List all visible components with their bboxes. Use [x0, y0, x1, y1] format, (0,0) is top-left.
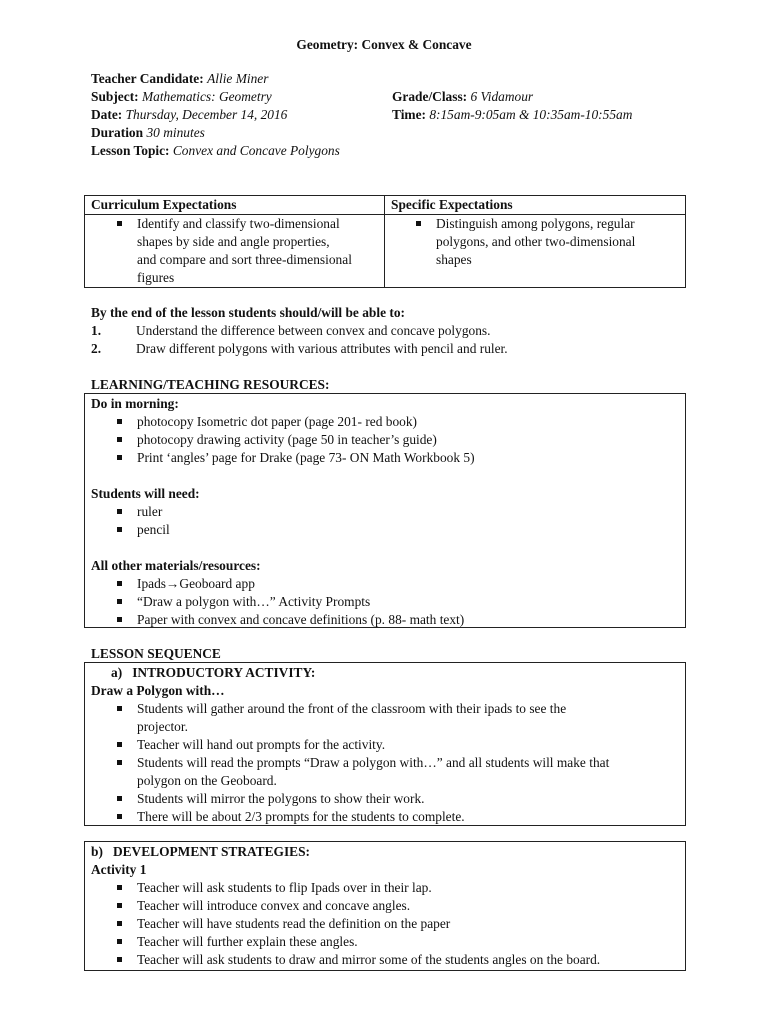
grade-value: 6 Vidamour	[470, 89, 534, 104]
list-item: “Draw a polygon with…” Activity Prompts	[137, 594, 371, 609]
teacher-label: Teacher Candidate:	[91, 71, 204, 86]
list-item: ruler	[137, 504, 163, 519]
list-item: Teacher will ask students to draw and mirror some of the students angles on the board.	[137, 952, 601, 967]
list-item: Teacher will introduce convex and concave angles.	[137, 898, 411, 913]
list-item: Students will gather around the front of the classroom with their ipads to see the projector.	[137, 701, 567, 734]
introductory-activity-box	[84, 662, 686, 826]
list-item: photocopy Isometric dot paper (page 201- red book)	[137, 414, 418, 429]
list-item: Teacher will further explain these angles.	[137, 934, 358, 949]
resources-heading: LEARNING/TEACHING RESOURCES:	[91, 377, 330, 392]
time-label: Time:	[392, 107, 426, 122]
objectives-heading: By the end of the lesson students should/will be able to:	[91, 305, 405, 320]
curriculum-expectations-header: Curriculum Expectations	[91, 197, 237, 212]
list-item: Teacher will have students read the definition on the paper	[137, 916, 451, 931]
list-item: photocopy drawing activity (page 50 in teacher’s guide)	[137, 432, 437, 447]
topic-label: Lesson Topic:	[91, 143, 170, 158]
list-item: pencil	[137, 522, 170, 537]
teacher-value: Allie Miner	[207, 71, 269, 86]
grade-line	[392, 88, 533, 106]
other-materials-label: All other materials/resources:	[91, 558, 261, 573]
list-item: Paper with convex and concave definitions (p. 88- math text)	[137, 612, 465, 627]
list-item: There will be about 2/3 prompts for the students to complete.	[137, 809, 465, 824]
objective-number: 1.	[91, 323, 102, 338]
document-title: Geometry: Convex & Concave	[296, 37, 472, 52]
time-line	[392, 106, 632, 124]
list-item: Teacher will hand out prompts for the activity.	[137, 737, 386, 752]
list-item: Students will read the prompts “Draw a polygon with…” and all students will make that polygon on the Geoboard.	[137, 755, 610, 788]
list-item: Students will mirror the polygons to show their work.	[137, 791, 425, 806]
date-line	[91, 106, 287, 124]
resources-box	[84, 393, 686, 628]
activity-1-subheading: Activity 1	[91, 862, 147, 877]
lesson-sequence-heading: LESSON SEQUENCE	[91, 646, 221, 661]
development-strategies-heading: b) DEVELOPMENT STRATEGIES:	[91, 844, 311, 859]
introductory-activity-heading: a) INTRODUCTORY ACTIVITY:	[111, 665, 316, 680]
date-value: Thursday, December 14, 2016	[125, 107, 288, 122]
list-item: Teacher will ask students to flip Ipads over in their lap.	[137, 880, 432, 895]
students-need-label: Students will need:	[91, 486, 200, 501]
specific-expectations-header: Specific Expectations	[391, 197, 513, 212]
list-item: Print ‘angles’ page for Drake (page 73- ON Math Workbook 5)	[137, 450, 475, 465]
topic-value: Convex and Concave Polygons	[172, 143, 340, 158]
duration-line	[91, 124, 205, 142]
teacher-candidate-line	[91, 70, 268, 88]
development-strategies-box	[84, 841, 686, 971]
introductory-activity-subheading: Draw a Polygon with…	[91, 683, 225, 698]
expectations-table: Curriculum Expectations Specific Expectations Identify and classify two-dimensional shapes by side and angle properties, and compare and sort three-dimensional figures Distinguish among polygons, regular polygons, and other two-dimensional shapes	[84, 195, 686, 288]
objective-number: 2.	[91, 341, 102, 356]
date-label: Date:	[91, 107, 123, 122]
duration-label: Duration	[91, 125, 144, 140]
right-arrow-icon: →	[166, 576, 180, 591]
objective-text: Draw different polygons with various attributes with pencil and ruler.	[136, 341, 508, 356]
table-column-divider	[384, 196, 385, 287]
subject-label: Subject:	[91, 89, 139, 104]
list-item: Ipads→Geoboard app	[137, 576, 255, 591]
morning-label: Do in morning:	[91, 396, 179, 411]
subject-value: Mathematics: Geometry	[141, 89, 272, 104]
grade-label: Grade/Class:	[392, 89, 468, 104]
objective-text: Understand the difference between convex and concave polygons.	[136, 323, 491, 338]
time-value: 8:15am-9:05am & 10:35am-10:55am	[429, 107, 633, 122]
subject-line	[91, 88, 272, 106]
lesson-topic-line	[91, 142, 340, 160]
duration-value: 30 minutes	[146, 125, 205, 140]
